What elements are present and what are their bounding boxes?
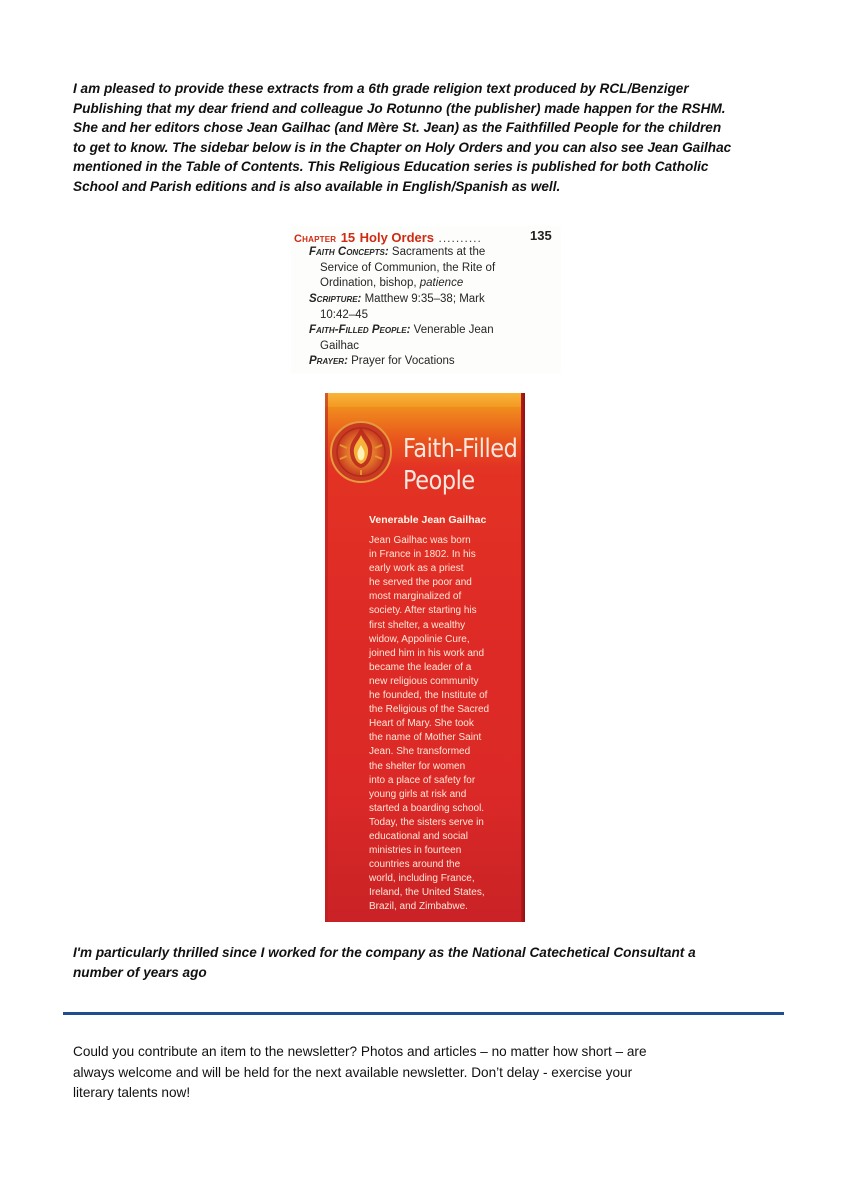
prayer-label: Prayer:	[309, 355, 348, 367]
sidebar-biography-line: world, including France,	[369, 873, 475, 885]
sidebar-biography-line: ministries in fourteen	[369, 845, 462, 857]
intro-line: She and her editors chose Jean Gailhac (and Mère St. Jean) as the Faithfilled People for the children	[73, 120, 722, 135]
sidebar-biography-line: the name of Mother Saint	[369, 732, 482, 744]
appeal-line: literary talents now!	[73, 1085, 191, 1100]
scripture-text: 10:42–45	[320, 308, 368, 321]
intro-line: Publishing that my dear friend and colleague Jo Rotunno (the publisher) made happen for the RSHM.	[73, 100, 726, 116]
section-divider	[63, 1012, 784, 1015]
sidebar-biography-line: the Religious of the Sacred	[369, 704, 490, 716]
sidebar-biography-line: into a place of safety for	[369, 774, 476, 786]
table-of-contents-excerpt	[291, 226, 561, 374]
chapter-number: 15	[340, 230, 356, 245]
appeal-line: Could you contribute an item to the newsletter? Photos and articles – no matter how short – are	[73, 1044, 647, 1059]
sidebar-biography-line: became the leader of a	[369, 661, 472, 673]
sidebar-biography-line: most marginalized of	[369, 591, 462, 603]
sidebar-biography-line: first shelter, a wealthy	[369, 619, 466, 631]
sidebar-biography-line: countries around the	[369, 859, 461, 871]
intro-line: mentioned in the Table of Contents. This Religious Education series is published for both Catholic	[73, 159, 709, 174]
sidebar-title-line: People	[403, 466, 475, 496]
chapter-page-number: 135	[530, 228, 552, 243]
sidebar-biography-line: new religious community	[369, 675, 479, 687]
sidebar-biography-line: Heart of Mary. She took	[369, 718, 474, 730]
intro-line: I am pleased to provide these extracts from a 6th grade religion text produced by RCL/Benziger	[73, 81, 689, 96]
sidebar-biography-line: Jean Gailhac was born	[369, 535, 471, 546]
sidebar-biography-line: the shelter for women	[369, 760, 466, 772]
sidebar-biography-line: early work as a priest	[369, 563, 464, 575]
sidebar-biography-line: in France in 1802. In his	[369, 549, 476, 561]
faith-concepts-label: Faith Concepts:	[309, 246, 389, 258]
faith-concepts-text: Sacraments at the	[391, 246, 486, 258]
sidebar-biography-line: Today, the sisters serve in	[369, 816, 484, 828]
sidebar-biography-line: he served the poor and	[369, 577, 472, 589]
flame-emblem-icon	[328, 415, 394, 485]
sidebar-person-name: Venerable Jean Gailhac	[369, 514, 487, 526]
sidebar-title-line: Faith-Filled	[403, 434, 518, 464]
prayer-text: Prayer for Vocations	[351, 355, 455, 367]
sidebar-biography-line: Ireland, the United States,	[369, 887, 485, 899]
leader-dots: ..........	[438, 231, 482, 245]
sidebar-biography-line: he founded, the Institute of	[369, 690, 488, 702]
intro-line: to get to know. The sidebar below is in the Chapter on Holy Orders and you can also see Jean Gailhac	[73, 139, 732, 155]
closing-paragraph	[73, 943, 773, 982]
sidebar-top-band	[325, 393, 525, 407]
scripture-text: Matthew 9:35–38; Mark	[364, 293, 485, 305]
sidebar-biography-line: young girls at risk and	[369, 788, 467, 800]
sidebar-biography-line: joined him in his work and	[369, 647, 485, 659]
faith-filled-people-label: Faith-Filled People:	[309, 324, 411, 336]
faith-concepts-text: Service of Communion, the Rite of	[320, 261, 496, 274]
toc-scripture	[309, 292, 549, 323]
toc-faith-filled-people	[309, 323, 549, 354]
sidebar-biography-line: society. After starting his	[369, 605, 477, 617]
intro-paragraph	[73, 79, 773, 196]
faith-concepts-text: Ordination, bishop,	[320, 277, 420, 290]
appeal-line: always welcome and will be held for the next available newsletter. Don’t delay - exercise your	[73, 1064, 633, 1080]
sidebar-biography	[369, 534, 525, 915]
newsletter-appeal	[73, 1042, 773, 1104]
closing-line: number of years ago	[73, 964, 207, 980]
chapter-label: Chapter	[294, 233, 337, 245]
toc-faith-concepts	[309, 245, 549, 292]
sidebar-biography-line: educational and social	[369, 830, 468, 842]
faith-filled-people-text: Gailhac	[320, 339, 359, 352]
sidebar-biography-line: Jean. She transformed	[369, 746, 471, 758]
closing-line: I'm particularly thrilled since I worked for the company as the National Catechetical Consultant a	[73, 945, 696, 960]
sidebar-biography-line: started a boarding school.	[369, 802, 485, 814]
scripture-label: Scripture:	[309, 293, 362, 305]
sidebar-biography-line: widow, Appolinie Cure,	[369, 633, 470, 645]
faith-concepts-italic: patience	[419, 277, 464, 290]
intro-line: School and Parish editions and is also available in English/Spanish as well.	[73, 178, 561, 194]
faith-filled-people-sidebar	[325, 393, 525, 922]
toc-prayer	[309, 354, 549, 370]
chapter-title: Holy Orders	[359, 230, 435, 245]
faith-filled-people-text: Venerable Jean	[413, 324, 494, 336]
faith-concepts-text-last	[309, 276, 549, 292]
sidebar-title	[403, 433, 517, 497]
sidebar-biography-line: Brazil, and Zimbabwe.	[369, 901, 468, 913]
